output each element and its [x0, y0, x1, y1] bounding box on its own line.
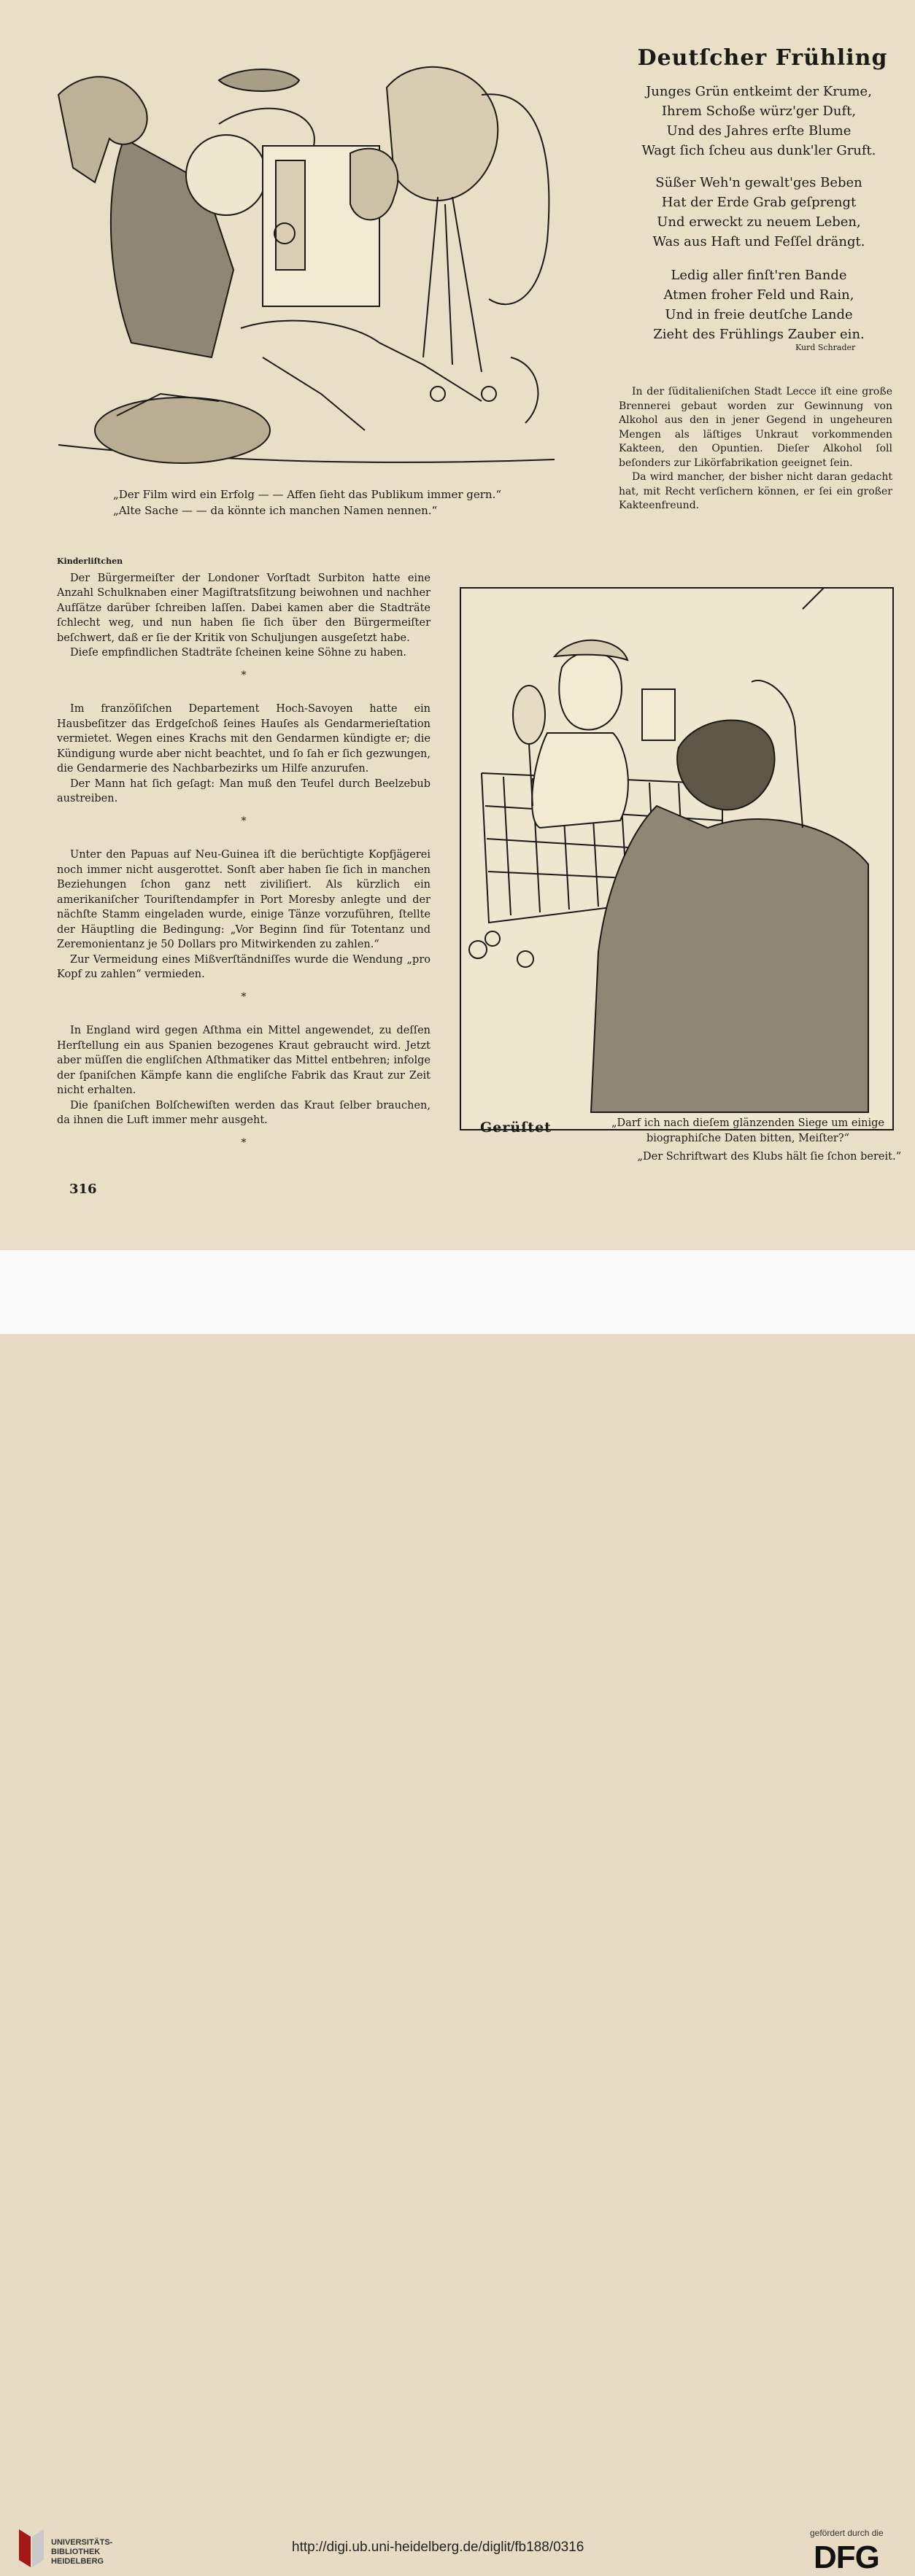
- source-url-link[interactable]: http://digi.ub.uni-heidelberg.de/diglit/fb188/0316: [292, 2540, 584, 2555]
- separator-star: *: [241, 1136, 247, 1149]
- poem-stanza-3: [613, 265, 905, 344]
- poem-author: Kurd Schrader: [795, 343, 856, 352]
- poem-line: Zieht des Frühlings Zauber ein.: [653, 327, 865, 342]
- separator-star: *: [241, 669, 247, 681]
- poem-stanza-2: [613, 173, 905, 252]
- poem-line: Junges Grün entkeimt der Krume,: [646, 84, 872, 99]
- poem-line: Was aus Haft und Feſſel drängt.: [652, 234, 865, 249]
- poem-line: Süßer Weh'n gewalt'ges Beben: [655, 175, 862, 190]
- film-cartoon-caption-1: „Der Film wird ein Erfolg — — Affen ſieht das Publikum immer gern.“: [113, 488, 502, 501]
- article-paragraph: Im franzöſiſchen Departement Hoch-Savoyen hatte ein Hausbeſitzer das Erdgeſchoß ſeines Hauſes als Gendarmerieſtation vermietet. Wegen eines Krachs mit den Gendarmen kündigte er; die Kündigung wurde aber nicht beachtet, und ſo ſah er ſich gezwungen, die Gendarmerie des Nachbarbezirks um Hilfe anzurufen.: [57, 703, 431, 775]
- poem-line: Ledig aller finſt'ren Bande: [671, 268, 847, 283]
- article-paragraph: Der Mann hat ſich geſagt: Man muß den Teufel durch Beelzebub austreiben.: [57, 777, 431, 804]
- article-paragraph: In England wird gegen Aſthma ein Mittel angewendet, zu deſſen Herſtellung ein aus Spanien bezogenes Kraut gebraucht wird. Jetzt aber müſſen die engliſchen Aſthmatiker das Mittel entbehren; infolge der ſpaniſchen Kämpfe kann die engliſche Fabrik das Kraut zur Zeit nicht erhalten.: [57, 1025, 431, 1096]
- article-paragraph: In der ſüditalieniſchen Stadt Lecce iſt eine große Brennerei gebaut worden zur Gewinnung von Alkohol aus den in jener Gegend in ungeheuren Mengen als läſtiges Unkraut vorkommenden Kakteen, den Opuntien. Dieſer Alkohol ſoll beſonders zur Likörfabrikation geeignet ſein.: [619, 386, 892, 469]
- tennis-cartoon-title: Gerüſtet: [480, 1120, 552, 1136]
- poem-title: Deutſcher Frühling: [637, 45, 888, 71]
- separator-star: *: [241, 815, 247, 827]
- institution-line: UNIVERSITÄTS-: [51, 2538, 113, 2547]
- poem-line: Und in freie deutſche Lande: [665, 307, 853, 322]
- film-cartoon-caption-2: „Alte Sache — — da könnte ich manchen Namen nennen.“: [113, 504, 438, 517]
- institution-name: [51, 2538, 112, 2567]
- article-paragraph: Da wird mancher, der bisher nicht daran gedacht hat, mit Recht verſichern können, er ſei ein großer Kakteenfreund.: [619, 471, 892, 511]
- film-cartoon-illustration: [44, 51, 584, 485]
- institution-line: HEIDELBERG: [51, 2557, 104, 2566]
- article-paragraph: Der Bürgermeiſter der Londoner Vorſtadt Surbiton hatte eine Anzahl Schulknaben einer Magiſtratsſitzung beiwohnen und nachher Aufſätze darüber ſchreiben laſſen. Dabei kamen aber die Stadträte ſchlecht weg, und nun haben ſie ſich über den Bürgermeiſter beſchwert, daß er ſie der Kritik von Schuljungen ausgeſetzt habe.: [57, 572, 431, 644]
- poem-line: Wagt ſich ſcheu aus dunk'ler Gruft.: [641, 143, 876, 158]
- poem-stanza-1: [613, 82, 905, 160]
- cactus-article: [619, 385, 892, 513]
- separator-star: *: [241, 990, 247, 1003]
- tennis-cartoon-caption-2: „Der Schriftwart des Klubs hält ſie ſchon bereit.“: [637, 1151, 901, 1163]
- left-column: [57, 554, 431, 1169]
- poem-line: Und erweckt zu neuem Leben,: [657, 214, 861, 230]
- poem-line: Atmen froher Feld und Rain,: [663, 287, 854, 303]
- poem-line: Und des Jahres erſte Blume: [666, 123, 852, 139]
- university-library-logo-icon: [16, 2526, 47, 2570]
- institution-line: BIBLIOTHEK: [51, 2548, 101, 2556]
- dfg-logo: DFG: [814, 2540, 879, 2575]
- tennis-cartoon-caption-1: „Darf ich nach dieſem glänzenden Siege um einige biographiſche Daten bitten, Meiſter?“: [611, 1117, 884, 1144]
- column-heading: Kinderliſtchen: [57, 556, 123, 566]
- poem-line: Ihrem Schoße würz'ger Duft,: [661, 104, 857, 119]
- poem-line: Hat der Erde Grab geſprengt: [661, 195, 857, 210]
- article-paragraph: Unter den Papuas auf Neu-Guinea iſt die berüchtigte Kopfjägerei noch immer nicht ausgerottet. Sonſt aber haben ſie ſich in manchen Beziehungen ſchon ganz nett ziviliſiert. Als kürzlich ein amerikaniſcher Touriſtendampfer in Port Moresby anlegte und der nächſte Stamm eingeladen wurde, einige Tänze vorzuführen, ſtellte der Häuptling die Bedingung: „Vor Beginn ſind für Totentanz und Zeremonientanz je 50 Dollars pro Mitwirkenden zu zahlen.“: [57, 849, 431, 950]
- digitization-footer: [0, 1250, 915, 2575]
- newspaper-page: [0, 0, 915, 1250]
- article-paragraph: Zur Vermeidung eines Mißverſtändniſſes wurde die Wendung „pro Kopf zu zahlen“ vermieden.: [57, 953, 431, 980]
- tennis-cartoon-illustration: [460, 587, 894, 1130]
- article-paragraph: Die ſpaniſchen Bolſchewiſten werden das Kraut ſelber brauchen, da ihnen die Luft immer mehr ausgeht.: [57, 1099, 431, 1126]
- page-number: 316: [69, 1182, 97, 1197]
- article-paragraph: Dieſe empfindlichen Stadträte ſcheinen keine Söhne zu haben.: [70, 647, 407, 659]
- funding-text: gefördert durch die: [810, 2528, 884, 2538]
